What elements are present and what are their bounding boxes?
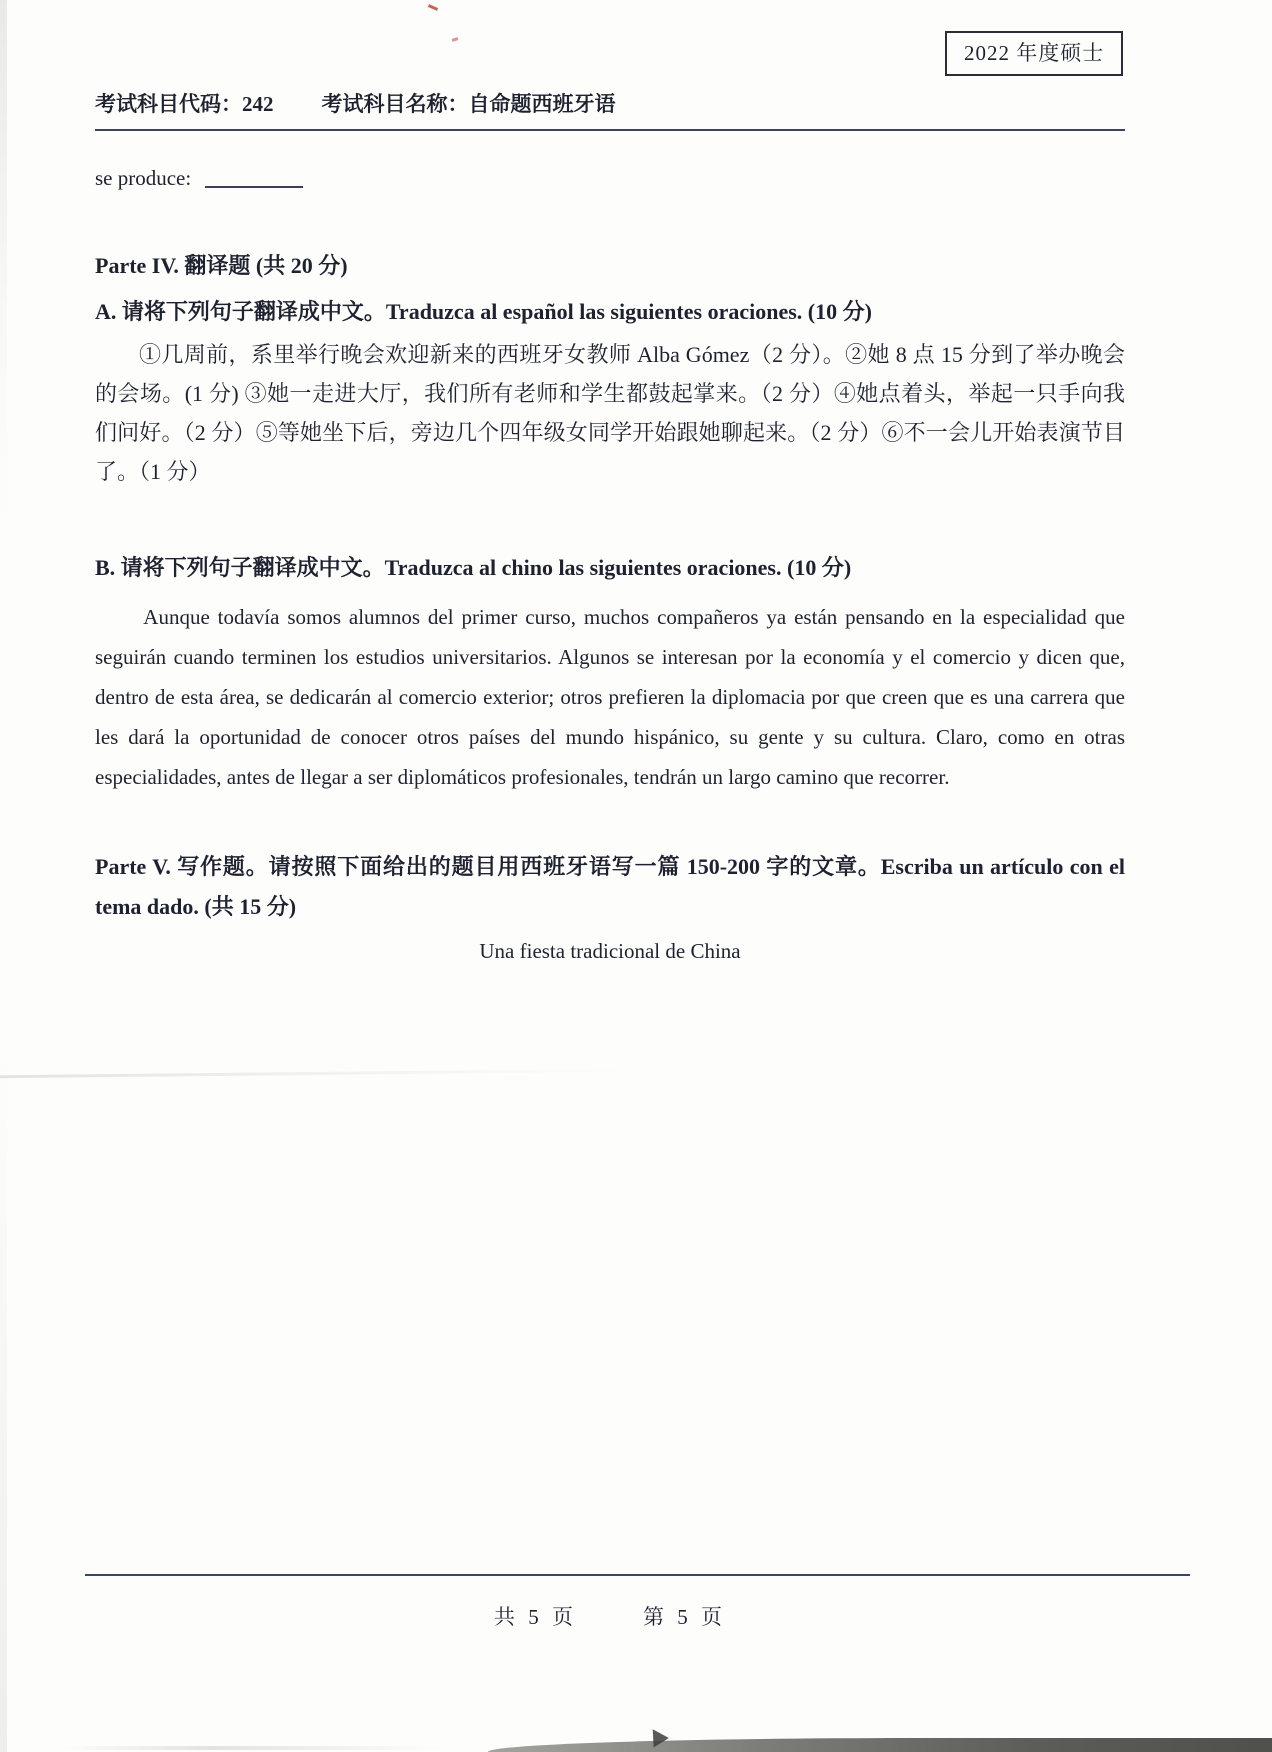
parte4-section-a-text: ①几周前，系里举行晚会欢迎新来的西班牙女教师 Alba Gómez（2 分）。②她 8 点 15 分到了举办晚会的会场。(1 分) ③她一走进大厅，我们所有老师和学生都鼓起掌来。（2 分）④她点着头，举起一只手向我们问好。（2 分）⑤等她坐下后，旁边几个四年级女同学开始跟她聊起来。（2 分）⑥不一会儿开始表演节目了。（1 分）	[95, 342, 1125, 484]
carryover-line	[95, 166, 1125, 191]
subject-name-label: 考试科目名称：自命题西班牙语	[321, 92, 616, 116]
year-degree-label: 2022 年度硕士	[964, 41, 1105, 65]
parte5-topic: Una fiesta tradicional de China	[479, 939, 741, 963]
parte4-section-a-heading: A. 请将下列句子翻译成中文。Traduzca al español las siguientes oraciones. (10 分)	[95, 299, 872, 324]
scan-streak	[60, 1746, 440, 1750]
parte4-section-b-text: Aunque todavía somos alumnos del primer curso, muchos compañeros ya están pensando en la especialidad que seguirán cuando terminen los estudios universitarios. Algunos se interesan por la economía y el comercio y dicen que, dentro de esta área, se dedicarán al comercio exterior; otros prefieren la diplomacia por que creen que es una carrera que les dará la oportunidad de conocer otros países del mundo hispánico, su gente y su cultura. Claro, como en otras especialidades, antes de llegar a ser diplomáticos profesionales, tendrán un largo camino que recorrer.	[95, 605, 1125, 789]
scan-crease	[0, 1069, 630, 1079]
scan-bottom-shadow	[488, 1738, 1272, 1752]
scan-red-mark	[428, 4, 438, 11]
subject-code-label: 考试科目代码：242	[95, 92, 274, 116]
page-footer	[95, 1601, 1125, 1631]
answer-blank	[205, 185, 303, 188]
carryover-label: se produce:	[95, 166, 192, 190]
total-pages-label: 共 5 页	[494, 1605, 577, 1629]
year-degree-stamp	[945, 31, 1123, 76]
parte5-heading: Parte V. 写作题。请按照下面给出的题目用西班牙语写一篇 150-200 字的文章。Escriba un artículo con el tema dado. (共 15 分)	[95, 854, 1125, 919]
parte4-title: Parte IV. 翻译题 (共 20 分)	[95, 253, 348, 278]
scan-red-mark	[452, 37, 459, 42]
scan-edge-shade	[0, 0, 7, 1752]
current-page-label: 第 5 页	[643, 1605, 726, 1629]
parte4-section-b-heading: B. 请将下列句子翻译成中文。Traduzca al chino las siguientes oraciones. (10 分)	[95, 555, 852, 580]
footer-rule	[85, 1574, 1190, 1576]
exam-body	[95, 158, 1125, 964]
exam-header	[95, 88, 1125, 131]
